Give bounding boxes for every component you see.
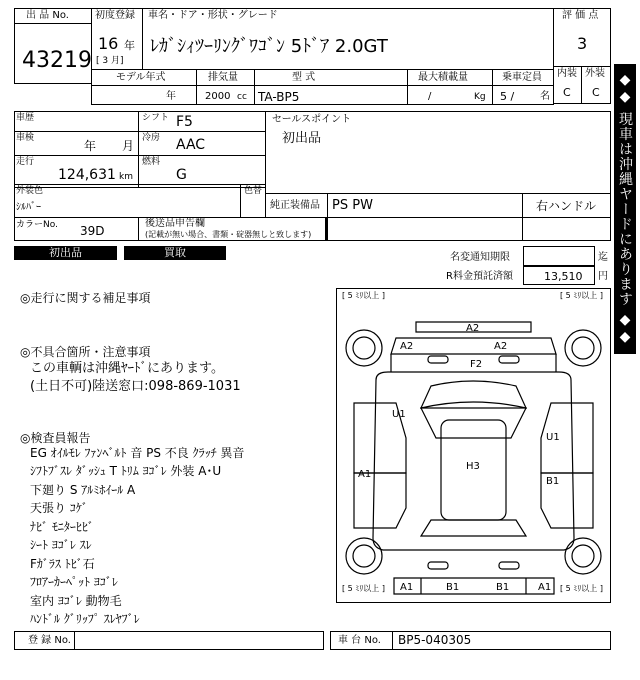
score: 3 — [577, 34, 588, 53]
defects-line-1: この車輌は沖縄ﾔｰﾄﾞにあります。 — [30, 361, 224, 376]
wheel-bottom-left — [346, 538, 382, 574]
displacement-unit: cc — [237, 92, 247, 102]
inspection-label: 車検 — [16, 133, 35, 143]
tire-depth-top-right: [ 5 ﾐﾘ以上 ] — [560, 291, 603, 300]
first-reg-year: 16 — [98, 34, 119, 53]
recycle-value: 13,510 — [544, 270, 583, 283]
inspector-line: 天張り ｺｹﾞ — [30, 501, 88, 515]
chassis-label: 車 台 No. — [338, 635, 381, 646]
fuel: G — [176, 167, 187, 183]
capacity-label: 乗車定員 — [502, 72, 542, 83]
mileage-label: 走行 — [16, 157, 35, 167]
inspector-line: 室内 ﾖｺﾞﾚ 動物毛 — [30, 594, 122, 608]
inspector-line: Fｶﾞﾗｽ ﾄﾋﾞ石 — [30, 557, 95, 571]
model-name: ﾚｶﾞｼｨﾂｰﾘﾝｸﾞﾜｺﾞﾝ 5ﾄﾞｱ 2.0GT — [150, 36, 388, 57]
defects-line-2: (土日不可)陸送窓口:098-869-1031 — [30, 379, 241, 394]
first-listing-badge: 初出品 — [14, 246, 117, 260]
inspector-line: 下廻り S ｱﾙﾐﾎｲｰﾙ A — [30, 483, 136, 497]
spec-divider-4 — [492, 69, 493, 105]
color: ｼﾙﾊﾞｰ — [16, 202, 41, 213]
spec-divider-2 — [254, 69, 255, 105]
exterior-grade: C — [592, 86, 600, 99]
recycle-unit: 円 — [598, 271, 608, 282]
displacement: 2000 — [205, 91, 231, 102]
inspector-line: EG ｵｲﾙﾓﾚ ﾌｧﾝﾍﾞﾙﾄ 音 PS 不良 ｸﾗｯﾁ 異音 — [30, 446, 245, 460]
model-name-label: 車名・ドア・形状・グレード — [148, 10, 278, 21]
rear-center-right-grade: B1 — [496, 582, 510, 593]
type: TA-BP5 — [258, 90, 300, 104]
purchase-badge: 買取 — [124, 246, 226, 260]
name-change-unit: 迄 — [598, 252, 608, 263]
inspection-month-unit: 月 — [122, 139, 135, 153]
equipment: PS PW — [332, 198, 373, 213]
max-load-label: 最大積載量 — [418, 72, 468, 83]
okinawa-yard-banner: ◆◆ 現車は沖縄ヤードにあります ◆◆ — [614, 64, 636, 354]
capacity-unit: 名 — [540, 91, 550, 102]
inspector-title: ◎検査員報告 — [20, 431, 91, 445]
inspection-year-unit: 年 — [84, 139, 97, 153]
ac: AAC — [176, 137, 206, 153]
capacity: 5 / — [500, 90, 515, 103]
interior-grade: C — [563, 86, 571, 99]
recycle-label: R料金預託済額 — [446, 271, 513, 282]
supplement-title: ◎走行に関する補足事項 — [20, 291, 151, 305]
handle: 右ハンドル — [536, 199, 597, 213]
fuel-label: 燃料 — [142, 157, 161, 167]
sales-point-label: セールスポイント — [272, 114, 352, 125]
lot-no: 43219 — [22, 48, 92, 73]
wheel-top-right — [565, 330, 601, 366]
shift: F5 — [176, 114, 193, 130]
spec-divider-3 — [407, 69, 408, 105]
inspector-line: ﾊﾝﾄﾞﾙ ｸﾞﾘｯﾌﾟ ｽﾚﾔﾌﾞﾚ — [30, 612, 140, 626]
displacement-label: 排気量 — [208, 72, 238, 83]
roof-grade: H3 — [466, 461, 480, 472]
details-vdivider — [138, 111, 139, 188]
post-report-label: 後送品申告欄 — [145, 218, 205, 229]
rear-right-grade: A1 — [538, 582, 552, 593]
inspector-line: ｼｰﾄ ﾖｺﾞﾚ ｽﾚ — [30, 538, 92, 552]
wheel-bottom-right — [565, 538, 601, 574]
sales-point: 初出品 — [282, 131, 322, 146]
color-no-divider — [138, 217, 139, 241]
inspector-line: ﾌﾛｱｰｶｰﾍﾟｯﾄ ﾖｺﾞﾚ — [30, 575, 118, 589]
first-reg-year-unit: 年 — [124, 39, 135, 52]
ac-label: 冷房 — [142, 133, 161, 143]
first-reg-month: [ 3 月] — [96, 56, 124, 66]
first-reg-label: 初度登録 — [95, 10, 135, 21]
rear-bumper-outline — [394, 578, 554, 594]
score-label: 評 価 点 — [562, 10, 599, 21]
left-front-door-grade: U1 — [392, 409, 406, 420]
spec-divider-1 — [196, 69, 197, 105]
max-load-unit: Kg — [474, 92, 486, 102]
mileage: 124,631 — [58, 167, 116, 183]
interior-label: 内装 — [557, 68, 577, 79]
color-label: 外装色 — [16, 186, 44, 196]
front-left-grade: A2 — [400, 341, 414, 352]
tire-depth-bottom-left: [ 5 ﾐﾘ以上 ] — [342, 584, 385, 593]
inspector-line: ﾅﾋﾞ ﾓﾆﾀｰﾋﾋﾞ — [30, 520, 94, 534]
equipment-label: 純正装備品 — [270, 200, 320, 211]
name-change-label: 名変通知期限 — [450, 252, 510, 263]
chassis-divider — [392, 631, 393, 650]
name-change-field — [523, 246, 595, 266]
equipment-extra-row — [326, 217, 611, 241]
model-year-unit: 年 — [166, 91, 176, 102]
hood-grade: F2 — [470, 359, 483, 370]
registration-divider — [74, 631, 75, 650]
car-diagram — [336, 288, 611, 603]
inspector-line: ｼﾌﾄﾌﾞｽﾚ ﾀﾞｯｼｭ T ﾄﾘﾑ ﾖｺﾞﾚ 外装 A･U — [30, 464, 222, 478]
color-change-divider — [240, 184, 241, 218]
right-rear-grade: B1 — [546, 476, 560, 487]
rear-center-left-grade: B1 — [446, 582, 460, 593]
history-label: 車歴 — [16, 113, 35, 123]
lot-no-label: 出 品 No. — [26, 10, 69, 21]
color-row — [14, 184, 266, 218]
color-no-label: カラーNo. — [16, 220, 58, 230]
max-load: / — [428, 91, 432, 102]
right-front-door-grade: U1 — [546, 432, 560, 443]
registration-label: 登 録 No. — [28, 635, 71, 646]
left-rear-grade: A1 — [358, 469, 372, 480]
exterior-label: 外装 — [585, 68, 605, 79]
details-left — [14, 111, 266, 188]
defects-title: ◎不具合箇所・注意事項 — [20, 345, 151, 359]
color-change-label: 色替 — [244, 186, 263, 196]
chassis-no: BP5-040305 — [398, 633, 472, 647]
rear-left-grade: A1 — [400, 582, 414, 593]
type-label: 型 式 — [292, 72, 316, 83]
wheel-top-left — [346, 330, 382, 366]
mileage-unit: km — [119, 172, 133, 182]
shift-label: シフト — [142, 113, 170, 123]
front-right-grade: A2 — [494, 341, 508, 352]
details-hline-2 — [14, 155, 266, 156]
model-year-label: モデル年式 — [116, 72, 166, 83]
post-report-note: (記載が無い場合、書類・碇器無しと致します) — [145, 230, 312, 239]
tire-depth-top-left: [ 5 ﾐﾘ以上 ] — [342, 291, 385, 300]
color-no: 39D — [80, 224, 105, 238]
details-hline-1 — [14, 131, 266, 132]
tire-depth-bottom-right: [ 5 ﾐﾘ以上 ] — [560, 584, 603, 593]
front-bumper-grade: A2 — [466, 323, 480, 334]
